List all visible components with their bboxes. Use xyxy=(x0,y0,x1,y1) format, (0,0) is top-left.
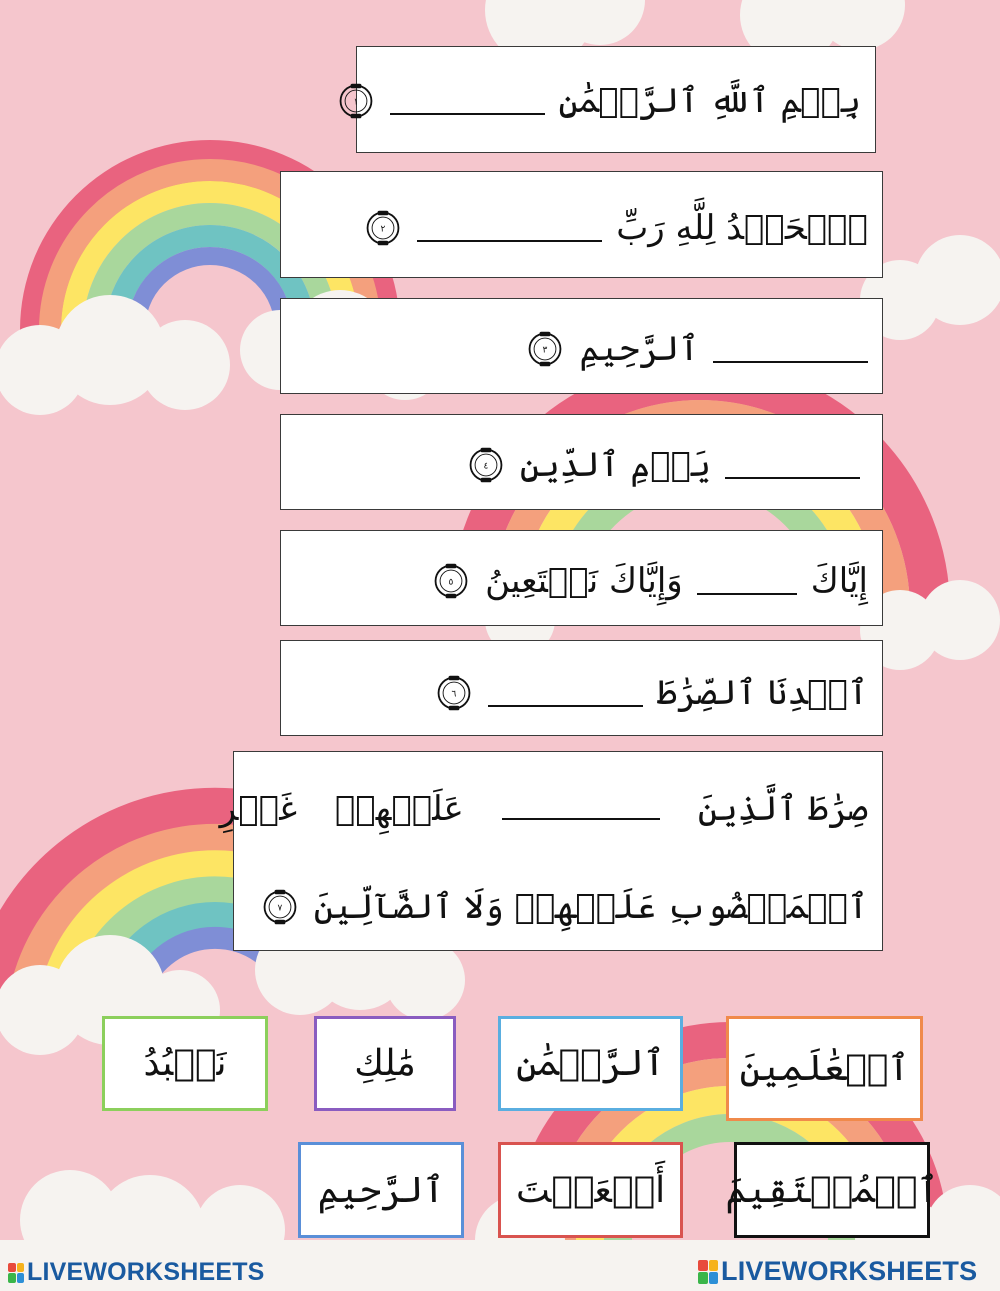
word-card-label: ٱلۡعَٰلَمِينَ xyxy=(739,1048,910,1089)
verse-4-blank[interactable] xyxy=(725,477,860,479)
verse-1-number: ١ xyxy=(353,97,358,108)
verse-6-number: ٦ xyxy=(451,689,457,700)
liveworksheets-mark-icon xyxy=(8,1263,24,1283)
verse-7-line2: ٱلۡمَغۡضُوبِ عَلَيۡهِمۡ وَلَا ٱلضَّآلِّينَ xyxy=(313,887,868,927)
word-card-alamin[interactable] xyxy=(726,1016,923,1121)
verse-5-number: ٥ xyxy=(448,577,454,588)
verse-4-box xyxy=(280,414,883,510)
verse-3-box xyxy=(280,298,883,394)
word-card-malik[interactable] xyxy=(314,1016,456,1111)
mark-letter-v xyxy=(698,1272,708,1284)
mark-letter-i xyxy=(17,1263,25,1273)
verse-6-text: ٱهۡدِنَا ٱلصِّرَٰطَ xyxy=(657,673,868,713)
word-card-label: مَٰلِكِ xyxy=(354,1043,416,1084)
mark-letter-v xyxy=(8,1273,16,1283)
ayah-marker-icon xyxy=(431,561,471,601)
word-card-arrahman[interactable] xyxy=(498,1016,683,1111)
verse-7-text-a: صِرَٰطَ ٱلَّذِينَ xyxy=(697,789,868,829)
verse-7-text-c: غَيۡرِ xyxy=(219,789,297,829)
verse-1-text: بِسۡمِ ٱللَّهِ ٱلرَّحۡمَٰنِ xyxy=(558,81,861,121)
verse-3-number: ٣ xyxy=(543,345,548,356)
mark-letter-i xyxy=(709,1260,719,1272)
ayah-marker-icon xyxy=(336,81,376,121)
verse-5-text-b: وَإِيَّاكَ نَسۡتَعِينُ xyxy=(485,561,683,601)
verse-7-box xyxy=(219,751,883,951)
liveworksheets-mark-icon xyxy=(698,1260,718,1284)
word-card-label: ٱلرَّحۡمَٰنِ xyxy=(516,1043,665,1084)
mark-letter-l xyxy=(698,1260,708,1272)
word-card-label: ٱلۡمُسۡتَقِيمَ xyxy=(725,1169,939,1211)
ayah-marker-icon xyxy=(466,445,506,485)
verse-6-box xyxy=(280,640,883,736)
verse-5-blank[interactable] xyxy=(697,593,797,595)
word-card-arrahim[interactable] xyxy=(298,1142,464,1238)
liveworksheets-logo-right xyxy=(698,1256,977,1287)
word-card-nabudu[interactable] xyxy=(102,1016,268,1111)
verse-7-text-b: عَلَيۡهِمۡ xyxy=(334,789,464,829)
verse-2-text: ٱلۡحَمۡدُ لِلَّهِ رَبِّ xyxy=(616,208,868,248)
word-card-label: ٱلرَّحِيمِ xyxy=(317,1169,445,1211)
verse-2-blank[interactable] xyxy=(417,240,602,242)
verse-7-number: ٧ xyxy=(277,903,283,914)
ayah-marker-icon xyxy=(363,208,403,248)
verse-5-text-a: إِيَّاكَ xyxy=(810,561,868,601)
liveworksheets-logo-text: LIVEWORKSHEETS xyxy=(27,1258,265,1286)
verse-1-blank[interactable] xyxy=(390,113,545,115)
verse-4-number: ٤ xyxy=(483,461,489,472)
verse-4-text: يَوۡمِ ٱلدِّينِ xyxy=(519,445,711,485)
verse-7-blank[interactable] xyxy=(502,818,660,820)
liveworksheets-logo-left xyxy=(8,1258,265,1287)
verse-3-blank[interactable] xyxy=(713,361,868,363)
verse-2-number: ٢ xyxy=(380,224,386,235)
ayah-marker-icon xyxy=(525,329,565,369)
word-card-label: نَعۡبُدُ xyxy=(143,1043,227,1084)
word-card-label: أَنۡعَمۡتَ xyxy=(515,1169,666,1211)
word-card-anamta[interactable] xyxy=(498,1142,683,1238)
verse-5-box xyxy=(280,530,883,626)
verse-6-blank[interactable] xyxy=(488,705,643,707)
liveworksheets-logo-text: LIVEWORKSHEETS xyxy=(721,1256,978,1286)
ayah-marker-icon xyxy=(434,673,474,713)
ayah-marker-icon xyxy=(260,887,300,927)
verse-1-box xyxy=(353,46,876,153)
verse-3-text: ٱلرَّحِيمِ xyxy=(579,329,699,369)
verse-2-box xyxy=(280,171,883,278)
mark-letter-e xyxy=(17,1273,25,1283)
mark-letter-e xyxy=(709,1272,719,1284)
mark-letter-l xyxy=(8,1263,16,1273)
word-card-almustaqim[interactable] xyxy=(725,1142,939,1238)
